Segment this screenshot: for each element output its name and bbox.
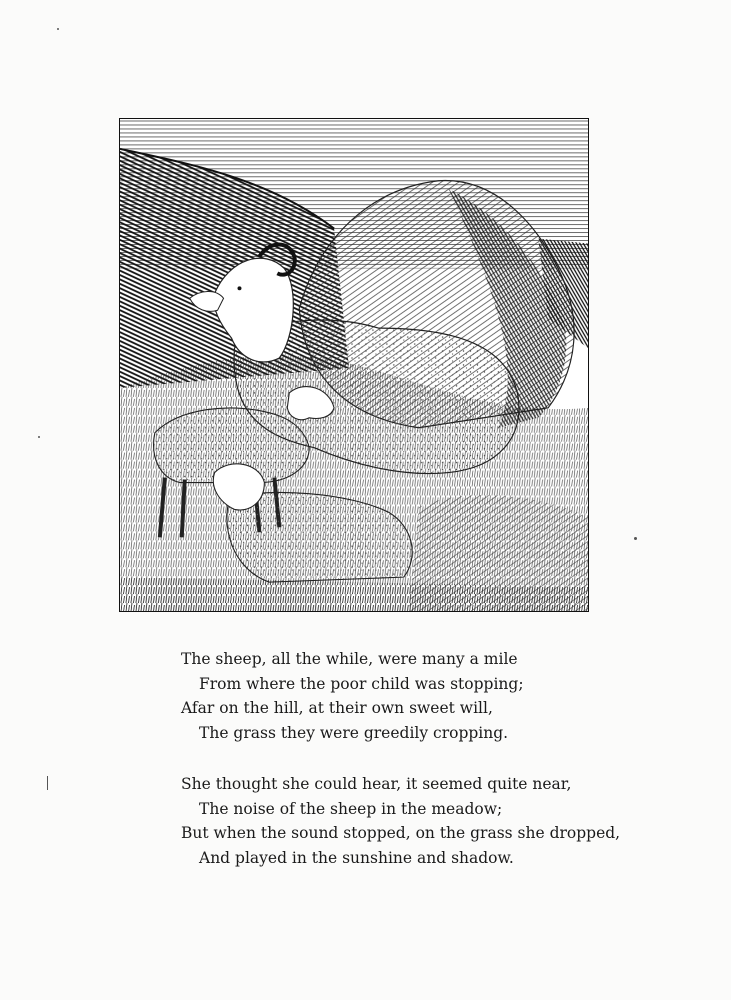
- poem-line: Afar on the hill, at their own sweet will,: [181, 699, 493, 717]
- paper-speck: [38, 436, 40, 438]
- sheep-engraving-illustration: [119, 118, 589, 612]
- poem-line: She thought she could hear, it seemed quite near,: [181, 775, 572, 793]
- poem: [181, 647, 621, 897]
- stanza-1: [181, 647, 621, 745]
- engraving-drawing: [120, 119, 588, 611]
- poem-line: The noise of the sheep in the meadow;: [199, 799, 503, 818]
- paper-speck: [634, 537, 637, 540]
- poem-line: And played in the sunshine and shadow.: [199, 848, 514, 867]
- poem-line: But when the sound stopped, on the grass she dropped,: [181, 824, 621, 842]
- poem-line: The grass they were greedily cropping.: [199, 723, 509, 742]
- stanza-2: [181, 772, 621, 870]
- paper-speck: [57, 28, 59, 30]
- paper-speck: [47, 776, 48, 790]
- poem-line: From where the poor child was stopping;: [199, 674, 524, 693]
- poem-line: The sheep, all the while, were many a mile: [181, 650, 518, 668]
